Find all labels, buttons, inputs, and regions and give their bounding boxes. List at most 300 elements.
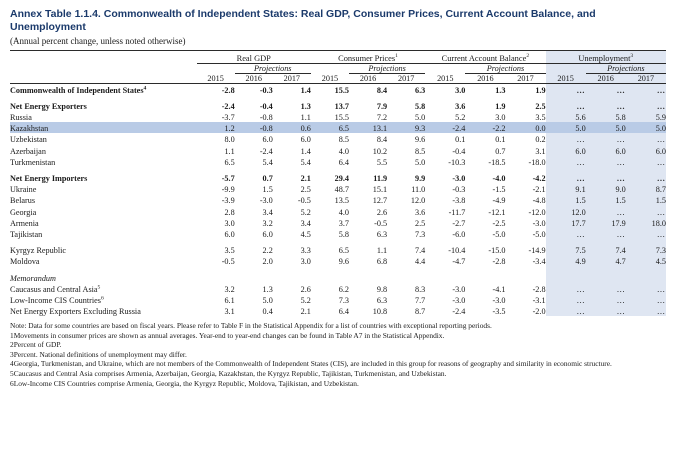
- cell-cpi: 3.6: [414, 207, 426, 217]
- cell-cpi: 13.1: [349, 122, 387, 133]
- cell-cpi: 5.8: [338, 229, 349, 239]
- table-row: [10, 172, 666, 183]
- table-row: [10, 228, 666, 239]
- cell-gdp: 3.0: [224, 218, 235, 228]
- cell-unemp: …: [546, 305, 586, 316]
- cell-gdp: -0.5: [221, 257, 235, 267]
- row-label: Kyrgyz Republic: [10, 246, 67, 256]
- cell-cpi: 8.5: [338, 135, 349, 145]
- cell-unemp: 5.6: [546, 111, 586, 122]
- cell-gdp: 0.6: [273, 122, 311, 133]
- row-label-footnote: 4: [143, 84, 147, 91]
- cell-cpi: 13.5: [334, 196, 349, 206]
- year-header: 2015: [546, 74, 586, 84]
- row-label: Net Energy Exporters: [10, 101, 87, 111]
- table-body: [10, 84, 666, 317]
- cell-cab: -4.1: [492, 284, 506, 294]
- year-header: 2016: [349, 74, 387, 84]
- cell-cab: -4.9: [492, 196, 506, 206]
- cell-gdp: 3.3: [300, 246, 311, 256]
- cell-unemp: …: [626, 172, 666, 183]
- cell-gdp: -0.8: [235, 122, 273, 133]
- cell-gdp: 2.1: [300, 174, 311, 183]
- cell-unemp: …: [586, 156, 626, 167]
- cell-cpi: 9.9: [414, 174, 426, 183]
- table-row: [10, 122, 666, 133]
- cell-gdp: 2.1: [300, 307, 311, 317]
- table-row: [10, 183, 666, 194]
- header-projections: [10, 64, 666, 74]
- row-label: Russia: [10, 113, 32, 123]
- cell-gdp: 3.4: [262, 207, 273, 217]
- cell-unemp: 7.4: [586, 244, 626, 255]
- cell-gdp: -3.9: [221, 196, 235, 206]
- cell-cab: 0.2: [535, 135, 546, 145]
- cell-cab: -2.1: [532, 185, 546, 195]
- cell-gdp: 1.1: [300, 113, 311, 123]
- cell-cpi: [387, 271, 425, 282]
- cell-cab: -3.0: [452, 284, 466, 294]
- cell-gdp: 0.4: [262, 307, 273, 317]
- cell-cpi: 5.5: [376, 157, 388, 167]
- cell-cpi: 9.8: [376, 284, 388, 294]
- cell-cab: -2.4: [425, 122, 465, 133]
- cell-unemp: 4.5: [626, 255, 666, 266]
- cell-cab: 0.7: [495, 146, 506, 156]
- cell-gdp: 3.2: [224, 284, 235, 294]
- cell-cpi: 2.5: [414, 218, 426, 228]
- cell-unemp: 7.5: [546, 244, 586, 255]
- cell-gdp: 1.4: [300, 85, 311, 95]
- cell-unemp: 9.1: [546, 183, 586, 194]
- header-groups: [10, 54, 666, 64]
- cell-gdp: 5.2: [300, 295, 311, 305]
- year-header: 2015: [425, 74, 465, 84]
- cell-cab: -3.8: [452, 196, 466, 206]
- cell-unemp: …: [626, 228, 666, 239]
- cell-unemp: …: [586, 283, 626, 294]
- cell-cab: 3.5: [535, 113, 546, 123]
- cell-cpi: 8.3: [414, 284, 426, 294]
- row-label-footnote: 5: [97, 283, 101, 290]
- cell-gdp: 2.8: [224, 207, 235, 217]
- cell-unemp: 4.7: [586, 255, 626, 266]
- cell-cab: -3.4: [532, 257, 546, 267]
- table-row: [10, 156, 666, 167]
- cell-cpi: 10.2: [372, 146, 388, 156]
- cell-cab: -10.3: [448, 157, 466, 167]
- cell-gdp: 6.5: [224, 157, 235, 167]
- cell-cab: -11.7: [448, 207, 466, 217]
- cell-cab: 3.0: [495, 113, 506, 123]
- cell-gdp: 6.0: [300, 135, 311, 145]
- table-row: [10, 144, 666, 155]
- cell-unemp: 6.0: [586, 144, 626, 155]
- cell-unemp: 5.8: [586, 111, 626, 122]
- cell-cab: -0.4: [452, 146, 466, 156]
- cell-gdp: -9.9: [221, 185, 235, 195]
- cell-cpi: 4.0: [338, 207, 349, 217]
- cell-cpi: 11.0: [411, 185, 426, 195]
- cell-cab: 3.0: [455, 85, 466, 95]
- row-label: Memorandum: [10, 273, 56, 283]
- cell-cpi: 11.9: [373, 174, 388, 183]
- cell-cab: -12.1: [488, 207, 506, 217]
- cell-cab: -3.0: [452, 295, 466, 305]
- cell-cpi: 6.5: [311, 122, 349, 133]
- cell-unemp: 17.9: [586, 217, 626, 228]
- row-label: Net Energy Exporters Excluding Russia: [10, 307, 141, 317]
- cell-unemp: 5.9: [626, 111, 666, 122]
- cell-unemp: [626, 271, 666, 282]
- cell-cpi: 6.5: [338, 246, 349, 256]
- cell-gdp: 6.0: [262, 229, 273, 239]
- row-label: Georgia: [10, 207, 37, 217]
- cell-gdp: -0.8: [259, 113, 273, 123]
- cell-cpi: 6.8: [376, 257, 388, 267]
- cell-gdp: -0.3: [259, 85, 273, 95]
- year-header: 2017: [505, 74, 545, 84]
- note-line: Note: Data for some countries are based on fiscal years. Please refer to Table F in the Statistical Appendix for a list of countries with exceptional reporting periods.: [10, 321, 492, 331]
- cell-cpi: 9.3: [387, 122, 425, 133]
- cell-gdp: 6.0: [224, 229, 235, 239]
- cell-cpi: 8.5: [414, 146, 426, 156]
- cell-unemp: …: [626, 205, 666, 216]
- year-header: 2016: [235, 74, 273, 84]
- cell-gdp: 6.1: [224, 295, 235, 305]
- cell-cpi: 3.7: [338, 218, 349, 228]
- projections-label-gdp: Projections: [235, 64, 311, 74]
- cell-cab: -10.4: [448, 246, 466, 256]
- cell-unemp: 1.5: [626, 194, 666, 205]
- row-label: Low-Income CIS Countries$^6$: [10, 295, 104, 305]
- cell-cpi: [311, 271, 349, 282]
- cell-cab: -3.0: [492, 295, 506, 305]
- cell-cab: -4.8: [532, 196, 546, 206]
- cell-unemp: …: [586, 84, 626, 95]
- cell-gdp: 1.3: [262, 284, 273, 294]
- cell-cpi: 6.4: [338, 307, 349, 317]
- cell-cab: -2.0: [532, 307, 546, 317]
- cell-gdp: 3.0: [300, 257, 311, 267]
- table-row: [10, 294, 666, 305]
- row-label: Commonwealth of Independent States$^4$: [10, 84, 147, 95]
- cell-cpi: 7.7: [414, 295, 426, 305]
- cell-gdp: 3.2: [262, 218, 273, 228]
- note-line: 4Georgia, Turkmenistan, and Ukraine, which are not members of the Commonwealth of Independent States (CIS), are included in this group for reasons of geography and similarity in economic structure.: [10, 359, 612, 369]
- cell-unemp: …: [626, 100, 666, 111]
- cell-gdp: [273, 271, 311, 282]
- cell-cpi: 2.6: [376, 207, 388, 217]
- table-header: [10, 51, 666, 84]
- cell-cpi: 8.4: [376, 135, 388, 145]
- cell-cab: 3.1: [535, 146, 546, 156]
- table-row: [10, 133, 666, 144]
- cell-cpi: 7.3: [338, 295, 349, 305]
- cell-cab: -3.5: [492, 307, 506, 317]
- cell-unemp: …: [546, 172, 586, 183]
- projections-label-unemp: Projections: [586, 64, 666, 74]
- cell-cab: [425, 271, 465, 282]
- cell-unemp: …: [586, 228, 626, 239]
- cell-unemp: …: [586, 294, 626, 305]
- cell-unemp: 5.0: [586, 122, 626, 133]
- cell-unemp: …: [586, 172, 626, 183]
- cell-cpi: [349, 271, 387, 282]
- group-header-current-account: Current Account Balance$^2$: [425, 54, 545, 64]
- cell-cab: 0.0: [505, 122, 545, 133]
- cell-cab: -5.0: [532, 229, 546, 239]
- cell-unemp: …: [626, 283, 666, 294]
- projections-label-cab: Projections: [465, 64, 545, 74]
- year-header: 2015: [197, 74, 235, 84]
- cell-cab: 1.9: [535, 85, 546, 95]
- table-row: [10, 194, 666, 205]
- year-header: 2015: [311, 74, 349, 84]
- cell-cpi: 10.8: [372, 307, 388, 317]
- cell-cpi: 15.1: [372, 185, 388, 195]
- header-years: [10, 74, 666, 84]
- cell-cab: 2.5: [535, 101, 546, 111]
- cell-gdp: -2.8: [221, 85, 235, 95]
- cell-cab: 0.1: [455, 135, 466, 145]
- cell-cpi: 8.7: [414, 307, 426, 317]
- cell-cpi: 29.4: [334, 174, 349, 183]
- cell-unemp: 7.3: [626, 244, 666, 255]
- row-label-footnote: 6: [100, 295, 104, 302]
- cell-gdp: 8.0: [224, 135, 235, 145]
- row-label: Caucasus and Central Asia$^5$: [10, 283, 101, 294]
- cell-cab: -3.0: [452, 174, 466, 183]
- cell-cpi: 4.4: [414, 257, 426, 267]
- note-line: 6Low-Income CIS Countries comprise Armenia, Georgia, the Kyrgyz Republic, Moldova, Tajikistan, and Uzbekistan.: [10, 378, 359, 388]
- cell-gdp: -3.0: [259, 196, 273, 206]
- page-subtitle: (Annual percent change, unless noted otherwise): [10, 36, 186, 46]
- cell-cab: -1.5: [492, 185, 506, 195]
- cell-gdp: 1.4: [300, 146, 311, 156]
- note-line: 2Percent of GDP.: [10, 340, 62, 350]
- row-label: Belarus: [10, 196, 36, 206]
- cell-gdp: 1.3: [300, 101, 311, 111]
- cell-cab: -14.9: [528, 246, 546, 256]
- cell-cpi: 6.2: [338, 284, 349, 294]
- table-row: [10, 84, 666, 95]
- table-row: [10, 255, 666, 266]
- table-notes: [0, 316, 674, 388]
- cell-cab: -18.5: [488, 157, 506, 167]
- cell-gdp: 2.6: [300, 284, 311, 294]
- table-row: [10, 217, 666, 228]
- cell-gdp: 3.5: [224, 246, 235, 256]
- cell-cpi: 5.0: [414, 113, 426, 123]
- cell-cpi: 4.0: [338, 146, 349, 156]
- cell-unemp: …: [546, 100, 586, 111]
- cell-unemp: [546, 271, 586, 282]
- cell-cpi: 6.3: [376, 229, 388, 239]
- cell-gdp: 5.4: [262, 157, 273, 167]
- cell-cpi: 15.5: [334, 85, 349, 95]
- cell-gdp: 1.2: [197, 122, 235, 133]
- cell-unemp: …: [546, 294, 586, 305]
- row-label: Kazakhstan: [10, 122, 197, 133]
- table-row: [10, 111, 666, 122]
- table-row: [10, 271, 666, 282]
- cell-gdp: -2.4: [259, 146, 273, 156]
- annex-table: [10, 50, 666, 316]
- cell-unemp: 5.0: [626, 122, 666, 133]
- cell-cab: -2.4: [452, 307, 466, 317]
- cell-cpi: 9.6: [414, 135, 426, 145]
- cell-gdp: 2.0: [262, 257, 273, 267]
- page-title: Annex Table 1.1.4. Commonwealth of Independent States: Real GDP, Consumer Prices, Current Account Balance, and Unemployment: [10, 8, 596, 33]
- cell-cab: -0.3: [452, 185, 466, 195]
- table-row: [10, 305, 666, 316]
- cell-cab: 1.9: [495, 101, 506, 111]
- cell-unemp: …: [546, 84, 586, 95]
- cell-gdp: 3.1: [224, 307, 235, 317]
- note-line: 3Percent. National definitions of unemployment may differ.: [10, 349, 187, 359]
- cell-cab: -15.0: [488, 246, 506, 256]
- cell-cpi: 1.1: [376, 246, 388, 256]
- cell-cab: -6.0: [452, 229, 466, 239]
- cell-cab: -2.8: [532, 284, 546, 294]
- cell-unemp: 4.9: [546, 255, 586, 266]
- cell-unemp: …: [586, 100, 626, 111]
- cell-unemp: 6.0: [626, 144, 666, 155]
- cell-unemp: 17.7: [546, 217, 586, 228]
- year-header: 2017: [273, 74, 311, 84]
- cell-gdp: 1.1: [224, 146, 235, 156]
- cell-cab: 1.3: [495, 85, 506, 95]
- cell-cab: -2.5: [492, 218, 506, 228]
- cell-unemp: 18.0: [626, 217, 666, 228]
- cell-unemp: …: [626, 294, 666, 305]
- cell-unemp: 6.0: [546, 144, 586, 155]
- cell-unemp: …: [546, 156, 586, 167]
- cell-cpi: 7.4: [414, 246, 426, 256]
- cell-cab: 3.6: [455, 101, 466, 111]
- cell-unemp: …: [546, 228, 586, 239]
- cell-cab: -4.2: [532, 174, 546, 183]
- cell-cpi: 12.0: [410, 196, 426, 206]
- cell-cpi: 5.8: [414, 101, 426, 111]
- cell-unemp: …: [546, 133, 586, 144]
- cell-unemp: …: [586, 205, 626, 216]
- cell-cab: -2.7: [452, 218, 466, 228]
- group-header-real-gdp: Real GDP: [197, 54, 311, 64]
- row-label: Uzbekistan: [10, 135, 47, 145]
- cell-gdp: [235, 271, 273, 282]
- year-header: 2017: [387, 74, 425, 84]
- cell-cpi: 6.3: [376, 295, 388, 305]
- table-row: [10, 244, 666, 255]
- cell-gdp: 2.2: [262, 246, 273, 256]
- table-row: [10, 283, 666, 294]
- year-header: 2016: [465, 74, 505, 84]
- cell-gdp: [197, 271, 235, 282]
- row-label: Tajikistan: [10, 229, 43, 239]
- row-label: Moldova: [10, 257, 40, 267]
- table-row: [10, 100, 666, 111]
- cell-cab: 5.2: [455, 113, 466, 123]
- cell-gdp: -0.5: [297, 196, 311, 206]
- cell-cab: -5.0: [492, 229, 506, 239]
- group-header-unemployment: Unemployment$^3$: [546, 54, 666, 64]
- cell-cpi: 6.4: [338, 157, 349, 167]
- cell-unemp: 5.0: [546, 122, 586, 133]
- cell-gdp: -2.4: [221, 101, 235, 111]
- cell-gdp: 0.7: [262, 174, 273, 183]
- cell-cpi: 7.3: [414, 229, 426, 239]
- row-label: Armenia: [10, 218, 39, 228]
- cell-gdp: -3.7: [221, 113, 235, 123]
- cell-cab: -2.8: [492, 257, 506, 267]
- row-label: Ukraine: [10, 185, 37, 195]
- cell-cpi: 6.3: [414, 85, 426, 95]
- cell-cpi: -0.5: [374, 218, 388, 228]
- cell-unemp: …: [586, 305, 626, 316]
- cell-cpi: 12.7: [372, 196, 388, 206]
- table-row: [10, 205, 666, 216]
- year-header: 2017: [626, 74, 666, 84]
- note-line: 5Caucasus and Central Asia comprises Armenia, Azerbaijan, Georgia, Kazakhstan, the Kyrgyz Republic, Tajikistan, Turkmenistan, and Uzbekistan.: [10, 369, 447, 379]
- row-label: Net Energy Importers: [10, 174, 88, 183]
- cell-cab: -18.0: [528, 157, 546, 167]
- cell-gdp: -0.4: [259, 101, 273, 111]
- cell-cpi: 7.2: [376, 113, 388, 123]
- cell-gdp: 4.5: [300, 229, 311, 239]
- note-line: 1Movements in consumer prices are shown as annual averages. Year-end to year-end changes can be found in Table A7 in the Statistical Appendix.: [10, 330, 445, 340]
- cell-gdp: 6.0: [262, 135, 273, 145]
- cell-cpi: 8.4: [376, 85, 388, 95]
- cell-gdp: 2.5: [300, 185, 311, 195]
- row-label: Turkmenistan: [10, 157, 56, 167]
- cell-unemp: …: [626, 156, 666, 167]
- cell-unemp: …: [586, 133, 626, 144]
- cell-unemp: 8.7: [626, 183, 666, 194]
- cell-gdp: -5.7: [221, 174, 235, 183]
- cell-unemp: 1.5: [546, 194, 586, 205]
- cell-gdp: 5.0: [262, 295, 273, 305]
- cell-unemp: …: [546, 283, 586, 294]
- cell-unemp: …: [626, 305, 666, 316]
- cell-cab: -12.0: [528, 207, 546, 217]
- cell-cab: [465, 271, 505, 282]
- cell-gdp: 1.5: [262, 185, 273, 195]
- cell-cab: -4.0: [492, 174, 506, 183]
- cell-cpi: 13.7: [334, 101, 349, 111]
- cell-unemp: 9.0: [586, 183, 626, 194]
- cell-cpi: 15.5: [334, 113, 349, 123]
- cell-unemp: [586, 271, 626, 282]
- group-header-consumer-prices: Consumer Prices$^1$: [311, 54, 425, 64]
- cell-cab: [505, 271, 545, 282]
- cell-cab: -2.2: [465, 122, 505, 133]
- cell-cpi: 7.9: [376, 101, 388, 111]
- year-header: 2016: [586, 74, 626, 84]
- cell-gdp: 5.2: [300, 207, 311, 217]
- cell-cab: -4.7: [452, 257, 466, 267]
- cell-unemp: 1.5: [586, 194, 626, 205]
- cell-gdp: 3.4: [300, 218, 311, 228]
- cell-cpi: 9.6: [338, 257, 349, 267]
- row-label: Azerbaijan: [10, 146, 46, 156]
- cell-cpi: 5.0: [414, 157, 426, 167]
- cell-cab: -3.1: [532, 295, 546, 305]
- cell-cab: -3.0: [532, 218, 546, 228]
- cell-unemp: …: [626, 84, 666, 95]
- projections-label-cpi: Projections: [349, 64, 425, 74]
